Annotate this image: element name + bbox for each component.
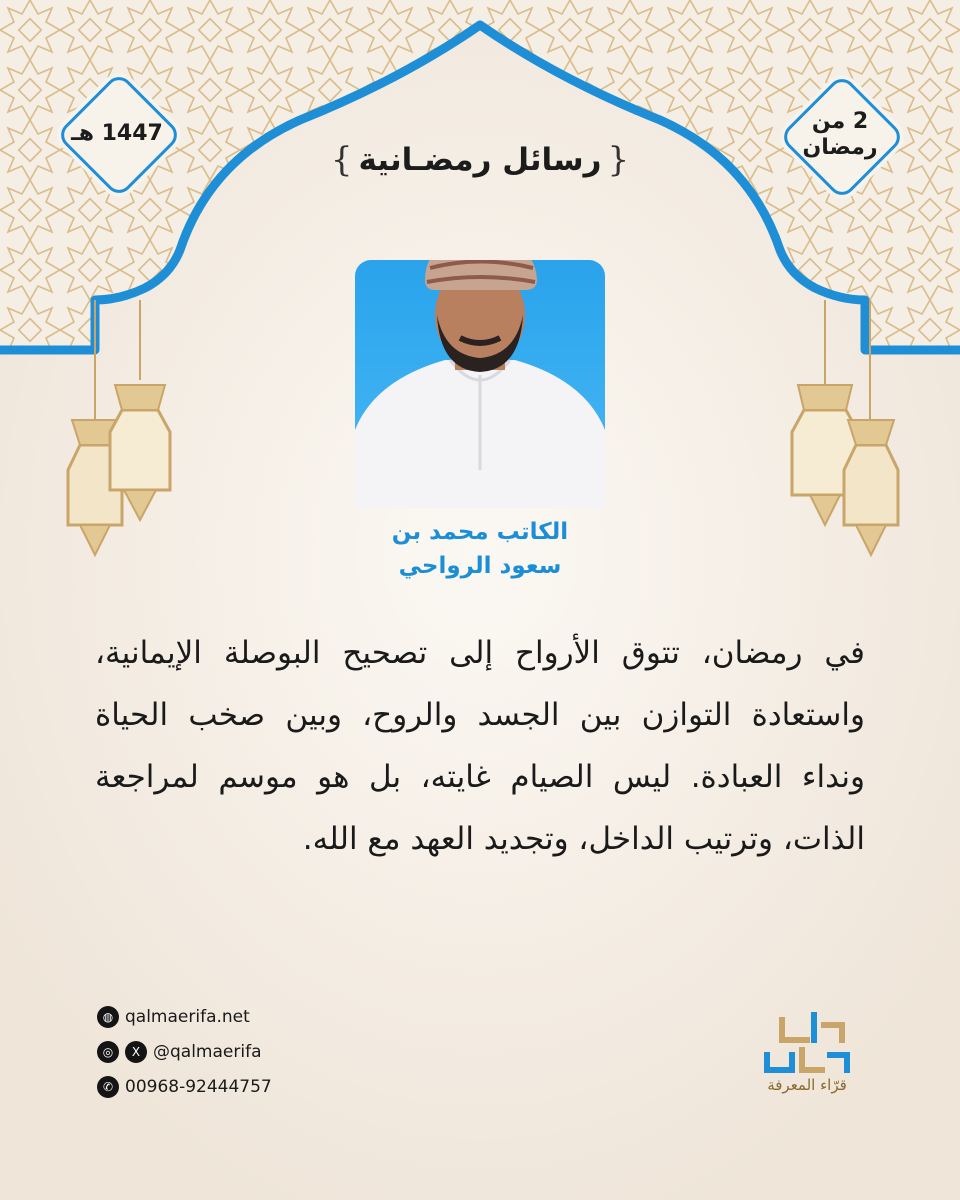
badge-day-line2: رمضان [802, 135, 878, 160]
portrait-illustration [355, 260, 605, 508]
message-paragraph: في رمضان، تتوق الأرواح إلى تصحيح البوصلة الإيمانية، واستعادة التوازن بين الجسد والروح، وبين صخب الحياة ونداء العبادة. ليس الصيام غايته، بل هو موسم لمراجعة الذات، وترتيب الداخل، وتجديد العهد مع الله. [95, 635, 865, 857]
author-line-1: الكاتب محمد بن [391, 519, 569, 545]
globe-icon: ◍ [97, 1006, 119, 1028]
author-line-2: سعود الرواحي [398, 553, 562, 579]
author-name [330, 515, 630, 583]
handle-text: @qalmaerifa [153, 1042, 262, 1062]
brace-left: } [330, 140, 353, 180]
website-text: qalmaerifa.net [125, 1007, 250, 1027]
author-photo [355, 260, 605, 508]
year-badge [62, 78, 172, 188]
phone-text: 00968-92444757 [125, 1077, 272, 1097]
badge-day-line1: 2 من [811, 109, 869, 134]
x-icon: X [125, 1041, 147, 1063]
brace-right: { [607, 140, 630, 180]
badge-year: 1447 هـ [71, 120, 163, 146]
date-badge [785, 80, 895, 190]
social-handle[interactable] [97, 1041, 261, 1063]
phone-contact[interactable] [97, 1076, 272, 1098]
logo-caption: قرّاء المعرفة [767, 1076, 847, 1094]
website-link[interactable] [97, 1006, 250, 1028]
title-text: رسائل رمضـانية [358, 142, 602, 178]
phone-icon: ✆ [97, 1076, 119, 1098]
instagram-icon: ◎ [97, 1041, 119, 1063]
page-title [330, 140, 630, 180]
